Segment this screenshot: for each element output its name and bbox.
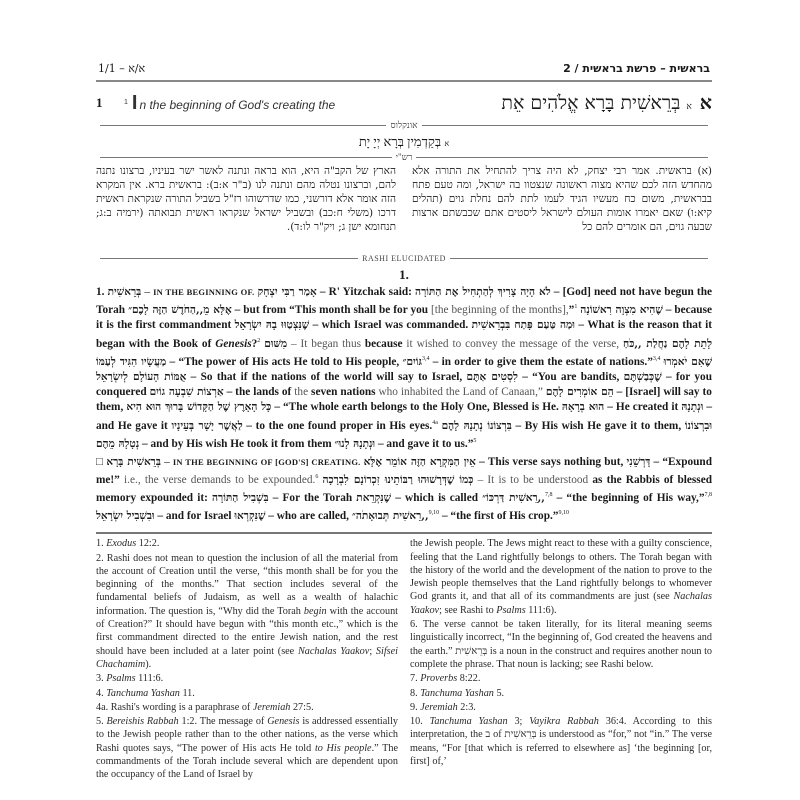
elucidation-paragraph: 1. בְּרֵאשִׁית – IN THE BEGINNING OF. אָמַר רַבִּי יִצְחָק – R' Yitzchak said: לֹא הָיָה צָרִיךְ לְהַתְחִיל אֶת הַתּוֹרָה – [God] need not have begun the Torah אֶלָּא מֵ,,הַחֹדֶשׁ הַזֶּה לָכֶם״ – but from “This month shall be for you [the beginning of the months],”$^1$ שֶׁהִיא מִצְוָה רִאשׁוֹנָה – because it is the first commandment שֶׁנִּצְטַוּוּ בָהּ יִשְׂרָאֵל – which Israel was commanded. וּמַה טַּעַם פָּתַח בִּבְרֵאשִׁית – What is the reason that it began with the Book of Genesis?$^2$ מִשּׁוּם – It began thus because it wished to convey the message of the verse, לָתֵת לָהֶם נַחֲלַת ,,כֹּחַ מַעֲשָׂיו הִגִּיד לְעַמּוֹ – “The power of His acts He told to His people, גּוֹיִם״$^{3,4}$ – in order to give them the estate of nations.”$^{3,4}$ שֶׁאִם יֹאמְרוּ אֻמּוֹת הָעוֹלָם לְיִשְׂרָאֵל – So that if the nations of the world will say to Israel, לִסְטִים אַתֶּם – “You are bandits, שֶׁכְּבַשְׁתֶּם – for you conquered אַרְצוֹת שִׁבְעָה גוֹיִם – the lands of the seven nations who inhabited the Land of Canaan,” הֵם אוֹמְרִים לָהֶם – [Israel] will say to them, כָּל הָאָרֶץ שֶׁל הַקָּדוֹשׁ בָּרוּךְ הוּא הִיא – “The whole earth belongs to the Holy One, Blessed is He. הוּא בְרָאָהּ – He created it וּנְתָנָהּ – and He gave it לַאֲשֶׁר יָשָׁר בְּעֵינָיו – to the one found proper in His eyes.$^{4a}$ בִּרְצוֹנוֹ נְתָנָהּ לָהֶם – By His wish He gave it to them, וּבִרְצוֹנוֹ נְטָלָהּ מֵהֶם – and by His wish He took it from them וּנְתָנָהּ לָנוּ״ – and gave it to us.”$^5$ <box>96 286 713 450</box>
footnotes-divider <box>96 532 712 534</box>
running-head <box>96 62 712 82</box>
onkelos-text: בְּקַדְמִין בְּרָא יְיָ יָת <box>358 134 442 149</box>
verse-letter: א <box>686 101 692 112</box>
footnotes-column-left <box>96 537 398 782</box>
footnote: 10. Tanchuma Yashan 3; Vayikra Rabbah 36:4. According to this interpretation, the ב of בְּרֵאשִׁית is understood as “for,” not “in.” The verse means, “For [that which is referred to elsewhere as] ‘the beginning [or, first] of,’ <box>410 716 712 768</box>
rashi-column-right: (א) בראשית. אמר רבי יצחק, לא היה צריך להתחיל את התורה אלא מהחדש הזה לכם שהיא מצוה ראשונה שנצטוו בה ישראל, ומה טעם פתח בבראשית, משום כח מעשיו הגיד לעמו לתת להם נחלת גוים (תהלים קיא:ו) שאם יאמרו אומות העולם לישראל ליסטים אתם שכבשתם ארצות שבעה גוים, הם אומרים להם כל <box>412 165 712 233</box>
footnote: 2. Rashi does not mean to question the inclusion of all the material from the account of Creation until the verse, “this month shall be for you the beginning of the months.” That section includes several of the fundamental beliefs of Judaism, as well as a wealth of halachic information. The question is, “Why did the Torah begin with the account of Creation?” It should have begun with “this month etc.,” which is the first commandment directed to the entire Jewish nation, and the rest should have been included at a later point (see Nachalas Yaakov; Sifsei Chachamim). <box>96 552 398 670</box>
onkelos-translation <box>96 134 712 150</box>
chapter-letter: א <box>699 91 712 114</box>
footnote: 3. Psalms 111:6. <box>96 673 164 685</box>
verse-line <box>96 88 712 118</box>
rashi-elucidated-separator: RASHI ELUCIDATED <box>96 254 712 263</box>
verse-translation <box>124 92 501 115</box>
verse-english-text: n the beginning of God's creating the <box>139 97 336 112</box>
footnote: 6. The verse cannot be taken literally, for its literal meaning seems linguistically incorrect, “In the beginning of, God created the heavens and the earth.” בְּרֵאשִׁית is a noun in the construct and requires another noun to complete the phrase. That noun is lacking; see Rashi below. <box>410 619 712 670</box>
footnote: 1. Exodus 12:2. <box>96 538 160 550</box>
rashi-separator: רש"י <box>96 152 712 162</box>
chapter-verse-ref: 1/1 – א/א <box>98 62 146 75</box>
elucidation-paragraph: □ בְּרֵאשִׁית בָּרָא – IN THE BEGINNING OF [GOD'S] CREATING. אֵין הַמִּקְרָא הַזֶּה אוֹמֵר אֶלָּא – This verse says nothing but, דָּרְשֵׁנִי – “Expound me!” i.e., the verse demands to be expounded.$^6$ כְּמוֹ שֶׁדְּרָשׁוּהוּ רַבּוֹתֵינוּ זִכְרוֹנָם לִבְרָכָה – It is to be understood as the Rabbis of blessed memory expounded it: בִּשְׁבִיל הַתּוֹרָה – For the Torah שֶׁנִּקְרֵאת – which is called ,,רֵאשִׁית דַּרְכּוֹ״$^{7,8}$ – “the beginning of His way,”$^{7,8}$ וּבִשְׁבִיל יִשְׂרָאֵל – and for Israel שֶׁנִּקְרְאוּ – who are called, ,,רֵאשִׁית תְּבוּאָתֹה״$^{9,10}$ – “the first of His crop.”$^{9,10}$ <box>96 455 713 522</box>
verse-hebrew-text: בְּרֵאשִׁית בָּרָא אֱלֹהִים אֵת <box>501 91 681 114</box>
section-number: 1. <box>399 267 409 282</box>
footnote-marker: 1 <box>124 98 128 106</box>
onkelos-marker: א <box>444 139 450 148</box>
footnote: 8. Tanchuma Yashan 5. <box>410 687 505 699</box>
page-title: 2 / בראשית – פרשת בראשית <box>563 62 710 75</box>
footnotes <box>96 537 712 782</box>
footnote: 4a. Rashi's wording is a paraphrase of Jeremiah 27:5. <box>96 701 314 713</box>
verse-hebrew <box>501 92 712 115</box>
rashi-column-left: הארץ של הקב"ה היא, הוא בראה ונתנה לאשר ישר בעיניו, ברצונו נתנה להם, וברצונו נטלה מהם ונתנה לנו (ב"ר א:ב): בראשית ברא. אין המקרא הזה אומר אלא דורשני, כמו שדרשוהו רז"ל בשביל התורה שנקראת ראשית דרכו (משלי ח:כב) ובשביל ישראל שנקראו ראשית תבואתה (ירמיה ב:ג; תנחומא ישן ג; ויק"ר לו:ד). <box>96 165 396 233</box>
rashi-hebrew-commentary <box>96 164 712 252</box>
footnotes-column-right <box>410 537 712 782</box>
footnote: 9. Jeremiah 2:3. <box>410 701 476 713</box>
footnote: 4. Tanchuma Yashan 11. <box>96 687 195 699</box>
footnote: 7. Proverbs 8:22. <box>410 673 481 685</box>
drop-cap: I <box>131 91 138 114</box>
footnote: 5. Bereishis Rabbah 1:2. The message of Genesis is addressed essentially to the Jewish people rather than to the other nations, as the verse which Rashi quotes says, “The power of His acts He told to His people.” The commandments of the Torah include several which are dependent upon the occupancy of the Land of Israel by <box>96 716 399 781</box>
elucidation <box>96 285 712 524</box>
footnote: the Jewish people. The Jews might react to these with a guilty conscience, feeling that the Land rightfully belongs to others. The Torah began with the history of the world and the development of the nation to prove to the Jewish people themselves that the Land rightfully belongs to whomever God grants it, and that all of its commandments are just (see Nachalas Yaakov; see Rashi to Psalms 111:6). <box>410 538 712 616</box>
verse-number: 1 <box>96 95 103 110</box>
book-page <box>96 62 712 783</box>
onkelos-separator: אונקלוס <box>96 120 712 130</box>
